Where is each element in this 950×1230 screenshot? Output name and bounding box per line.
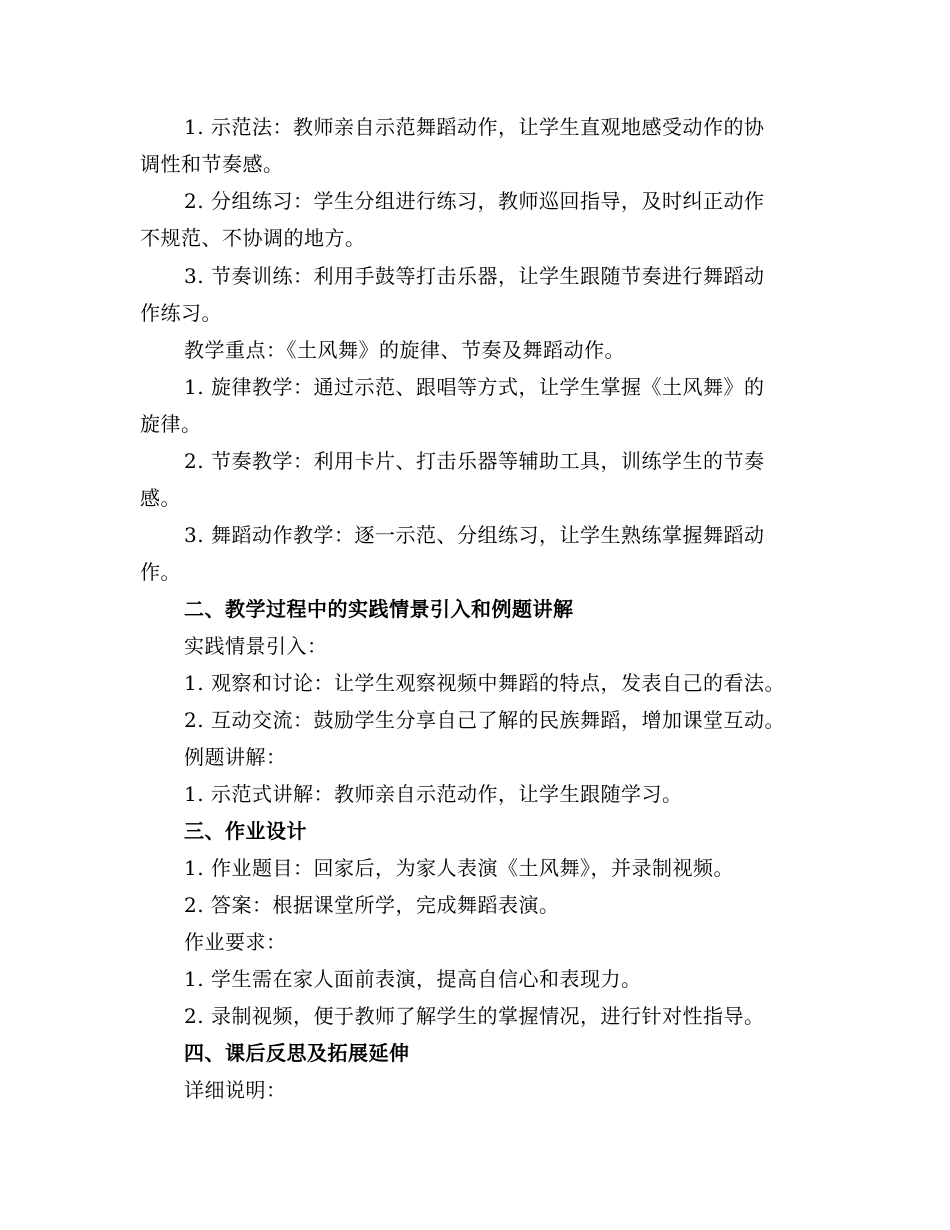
text-line: 1. 作业题目：回家后，为家人表演《土风舞》，并录制视频。 (184, 856, 734, 880)
text-line: 例题讲解： (184, 745, 287, 769)
section-heading: 二、教学过程中的实践情景引入和例题讲解 (184, 597, 574, 621)
text-line: 实践情景引入： (184, 634, 328, 658)
section-heading: 三、作业设计 (184, 819, 307, 843)
text-line: 1. 旋律教学：通过示范、跟唱等方式，让学生掌握《土风舞》的 (184, 375, 765, 399)
text-line: 感。 (140, 486, 181, 510)
text-line: 作。 (140, 560, 181, 584)
text-line: 3. 舞蹈动作教学：逐一示范、分组练习，让学生熟练掌握舞蹈动 (184, 523, 765, 547)
text-line: 2. 互动交流：鼓励学生分享自己了解的民族舞蹈，增加课堂互动。 (184, 708, 785, 732)
text-line: 2. 分组练习：学生分组进行练习，教师巡回指导，及时纠正动作 (184, 189, 765, 213)
text-line: 教学重点：《土风舞》的旋律、节奏及舞蹈动作。 (184, 338, 625, 362)
text-line: 2. 节奏教学：利用卡片、打击乐器等辅助工具，训练学生的节奏 (184, 449, 765, 473)
text-line: 1. 示范式讲解：教师亲自示范动作，让学生跟随学习。 (184, 782, 683, 806)
text-line: 调性和节奏感。 (140, 152, 284, 176)
text-line: 不规范、不协调的地方。 (140, 226, 366, 250)
text-line: 作业要求： (184, 930, 287, 954)
section-heading: 四、课后反思及拓展延伸 (184, 1041, 410, 1065)
text-line: 1. 示范法：教师亲自示范舞蹈动作，让学生直观地感受动作的协 (184, 115, 765, 139)
text-line: 作练习。 (140, 301, 222, 325)
text-line: 旋律。 (140, 412, 202, 436)
text-line: 2. 答案：根据课堂所学，完成舞蹈表演。 (184, 893, 560, 917)
text-line: 3. 节奏训练：利用手鼓等打击乐器，让学生跟随节奏进行舞蹈动 (184, 264, 765, 288)
text-line: 1. 学生需在家人面前表演，提高自信心和表现力。 (184, 967, 642, 991)
text-line: 1. 观察和讨论：让学生观察视频中舞蹈的特点，发表自己的看法。 (184, 671, 785, 695)
text-line: 2. 录制视频，便于教师了解学生的掌握情况，进行针对性指导。 (184, 1004, 765, 1028)
text-line: 详细说明： (184, 1078, 287, 1102)
